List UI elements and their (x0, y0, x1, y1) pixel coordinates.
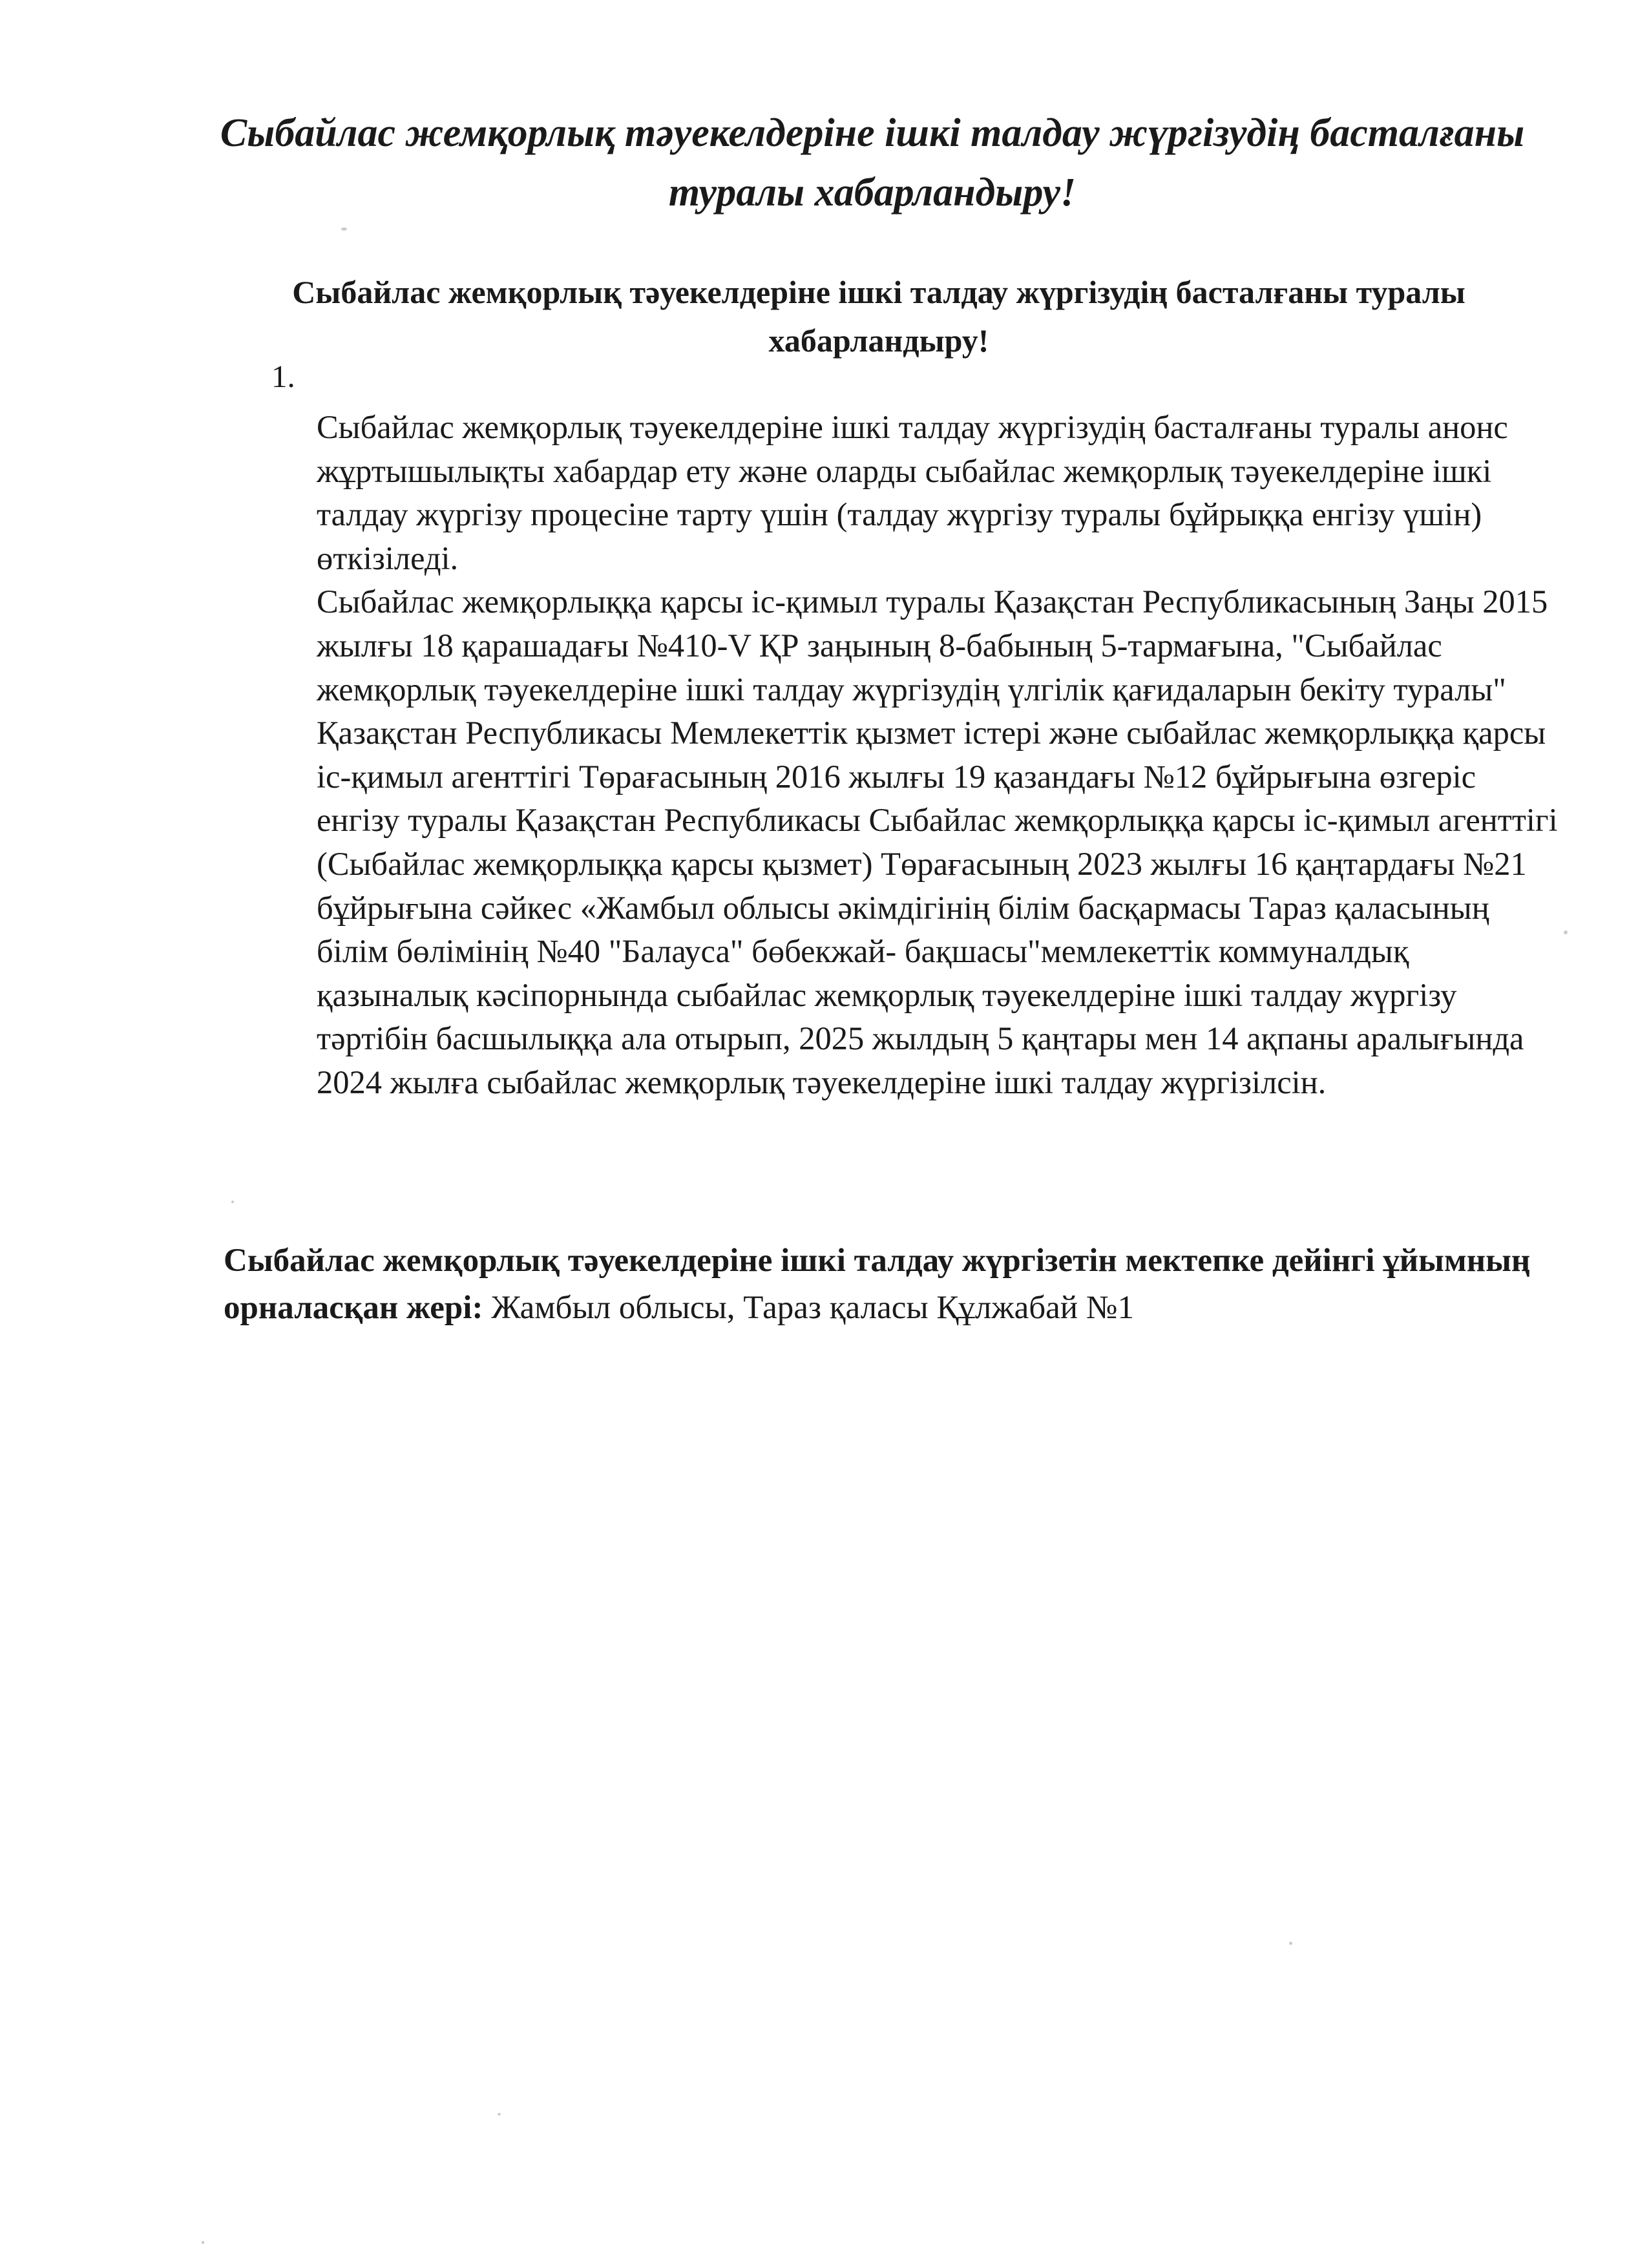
scan-speck (202, 2241, 204, 2244)
scan-speck (1289, 1942, 1292, 1945)
location-value: Жамбыл облысы, Тараз қаласы Құлжабай №1 (483, 1290, 1135, 1326)
announcement-paragraph: Сыбайлас жемқорлық тәуекелдеріне ішкі талдау жүргізудің басталғаны туралы анонс жұртышылықты хабардар ету және оларды сыбайлас жемқорлық тәуекелдеріне ішкі талдау жүргізу процесіне тарту үшін (талдау жүргізу туралы бұйрыққа енгізу үшін) өткізіледі. (317, 409, 1508, 576)
scan-speck (231, 1201, 234, 1203)
announcement-body (317, 406, 1567, 1105)
scan-speck (498, 2113, 501, 2116)
main-title: Сыбайлас жемқорлық тәуекелдеріне ішкі талдау жүргізудің басталғаны туралы хабарландыру! (220, 111, 1525, 215)
scan-speck (341, 227, 347, 231)
sub-title: Сыбайлас жемқорлық тәуекелдеріне ішкі талдау жүргізудің басталғаны туралы хабарландыру! (292, 274, 1465, 359)
legal-basis-paragraph: Сыбайлас жемқорлыққа қарсы іс-қимыл туралы Қазақстан Республикасының Заңы 2015 жылғы 18 қарашадағы №410-V ҚР заңының 8-бабының 5-тармағына, "Сыбайлас жемқорлық тәуекелдеріне ішкі талдау жүргізудің үлгілік қағидаларын бекіту туралы" Қазақстан Республикасы Мемлекеттік қызмет істері және сыбайлас жемқорлыққа қарсы іс-қимыл агенттігі Төрағасының 2016 жылғы 19 қазандағы №12 бұйрығына өзгеріс енгізу туралы Қазақстан Республикасы Сыбайлас жемқорлыққа қарсы іс-қимыл агенттігі (Сыбайлас жемқорлыққа қарсы қызмет) Төрағасының 2023 жылғы 16 қаңтардағы №21 бұйрығына сәйкес «Жамбыл облысы әкімдігінің білім басқармасы Тараз қаласының білім бөлімінің №40 "Балауса" бөбекжай- бақшасы"мемлекеттік коммуналдық қазыналық кәсіпорнында сыбайлас жемқорлық тәуекелдеріне ішкі талдау жүргізу тәртібін басшылыққа ала отырып, 2025 жылдың 5 қаңтары мен 14 ақпаны аралығында 2024 жылға сыбайлас жемқорлық тәуекелдеріне ішкі талдау жүргізілсін. (317, 583, 1558, 1100)
location-statement (224, 1237, 1574, 1332)
location-label: Сыбайлас жемқорлық тәуекелдеріне ішкі талдау жүргізетін мектепке дейінгі ұйымның орналасқан жері: (224, 1243, 1531, 1326)
list-number: 1. (271, 359, 295, 394)
